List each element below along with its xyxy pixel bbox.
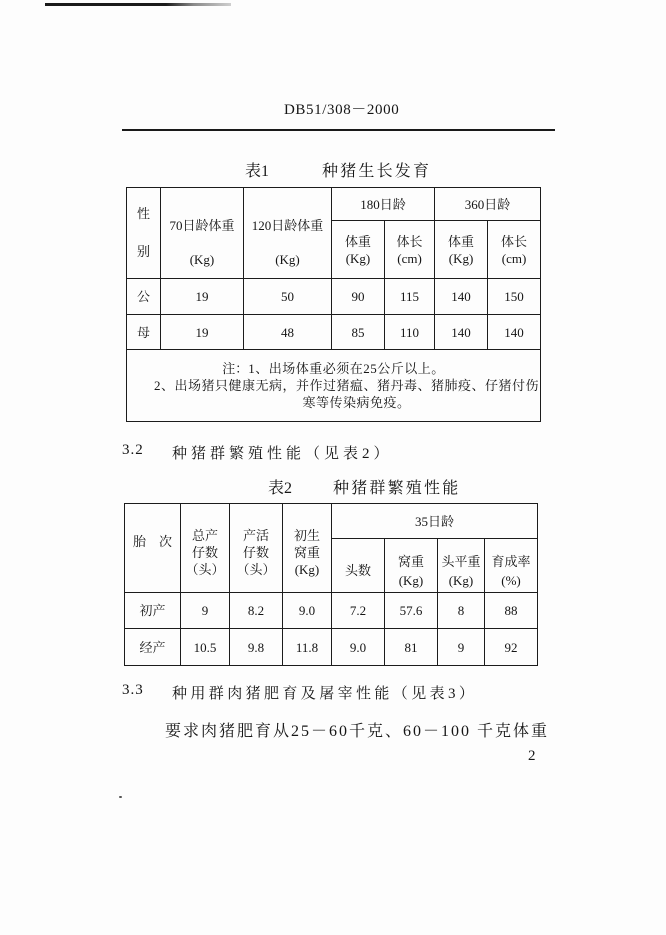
row-label: 经产 — [125, 629, 181, 666]
subheader-unit: (%) — [501, 572, 521, 588]
table-cell: 19 — [161, 315, 244, 350]
table-row — [127, 315, 541, 350]
header-group-360d: 360日龄 — [435, 188, 541, 221]
table-cell: 9.0 — [332, 629, 385, 666]
header-sex — [127, 188, 161, 279]
subheader-label: 体长 — [501, 233, 528, 249]
note-line-2: 2、出场猪只健康无病，并作过猪瘟、猪丹毒、猪肺疫、仔猪付伤 — [154, 378, 540, 393]
table-row — [127, 279, 541, 315]
subheader-cell — [435, 221, 488, 279]
table1-caption — [245, 158, 445, 178]
section-title: 种猪群繁殖性能（见表2） — [172, 446, 393, 462]
section-number: 3.3 — [122, 682, 144, 698]
table-cell: 10.5 — [181, 629, 230, 666]
header-line: (Kg) — [294, 562, 320, 577]
standard-code: DB51/308－2000 — [284, 102, 400, 118]
header-weight-70d-unit: (Kg) — [189, 252, 215, 267]
table-cell: 85 — [332, 315, 385, 350]
subheader-cell — [385, 221, 435, 279]
table1-note — [127, 350, 541, 422]
subheader-unit: (Kg) — [398, 572, 424, 588]
header-weight-70d — [161, 188, 244, 279]
section-3-3-heading — [122, 682, 502, 702]
subheader-label: 窝重 — [397, 553, 424, 569]
table2-title: 种猪群繁殖性能 — [333, 480, 461, 497]
header-line: 仔数 — [191, 545, 218, 560]
subheader-cell — [485, 539, 538, 593]
table-cell: 50 — [244, 279, 332, 315]
header-line: 产活 — [242, 528, 269, 543]
header-born-alive — [230, 504, 283, 593]
subheader-label: 体重 — [344, 233, 371, 249]
header-rule — [122, 129, 555, 131]
section-title: 种用群肉猪肥育及屠宰性能（见表3） — [172, 686, 478, 702]
table-cell: 9 — [438, 629, 485, 666]
subheader-label: 体重 — [448, 233, 475, 249]
page-number: 2 — [528, 748, 536, 764]
header-group-180d: 180日龄 — [332, 188, 435, 221]
note-line-3: 寒等传染病免疫。 — [302, 395, 411, 410]
subheader-label: 育成率 — [491, 553, 531, 569]
subheader-cell — [332, 539, 385, 593]
table-cell: 110 — [385, 315, 435, 350]
subheader-label: 头平重 — [441, 553, 481, 569]
subheader-cell — [332, 221, 385, 279]
table-cell: 88 — [485, 593, 538, 629]
body-paragraph: 要求肉猪肥育从25－60千克、60－100 千克体重 — [165, 723, 550, 740]
section-number: 3.2 — [122, 442, 144, 458]
table-cell: 48 — [244, 315, 332, 350]
table2-breeding-herd-reproduction — [124, 503, 538, 666]
subheader-unit: (Kg) — [448, 250, 474, 266]
subheader-cell — [385, 539, 438, 593]
subheader-unit: (Kg) — [345, 250, 371, 266]
note-line-1: 1、出场体重必须在25公斤以上。 — [248, 361, 445, 376]
table-cell: 115 — [385, 279, 435, 315]
header-total-born — [181, 504, 230, 593]
header-weight-120d — [244, 188, 332, 279]
section-3-2-heading — [122, 442, 422, 462]
row-label: 母 — [127, 315, 161, 350]
subheader-label: 头数 — [344, 563, 371, 578]
scan-edge-line — [45, 3, 231, 6]
table-cell: 7.2 — [332, 593, 385, 629]
header-parity: 胎 次 — [125, 504, 181, 593]
table1-number: 表1 — [245, 163, 270, 180]
table-cell: 92 — [485, 629, 538, 666]
table1-title: 种猪生长发育 — [322, 163, 432, 180]
subheader-label: 体长 — [396, 233, 423, 249]
table-cell: 57.6 — [385, 593, 438, 629]
table-cell: 140 — [435, 315, 488, 350]
header-weight-70d-label: 70日龄体重 — [169, 218, 235, 233]
table-cell: 90 — [332, 279, 385, 315]
table-cell: 8 — [438, 593, 485, 629]
table-cell: 11.8 — [283, 629, 332, 666]
header-sex-line2: 别 — [136, 244, 150, 259]
table-row — [125, 593, 538, 629]
row-label: 公 — [127, 279, 161, 315]
header-line: 初生 — [293, 528, 320, 543]
table-cell: 140 — [435, 279, 488, 315]
table2-number: 表2 — [268, 480, 293, 497]
scan-speck — [119, 796, 122, 798]
header-weight-120d-label: 120日龄体重 — [251, 218, 324, 233]
table-cell: 81 — [385, 629, 438, 666]
header-group-35d: 35日龄 — [332, 504, 538, 539]
header-birth-litter-weight — [283, 504, 332, 593]
header-line: 窝重 — [293, 545, 320, 560]
table2-caption — [268, 475, 468, 495]
note-prefix: 注： — [222, 361, 249, 376]
header-line: 总产 — [191, 528, 218, 543]
row-label: 初产 — [125, 593, 181, 629]
table-cell: 9.0 — [283, 593, 332, 629]
table-cell: 19 — [161, 279, 244, 315]
table1-breeding-pig-growth — [126, 187, 541, 422]
table-row — [125, 629, 538, 666]
subheader-unit: (Kg) — [448, 572, 474, 588]
header-line: （头） — [185, 562, 225, 577]
header-weight-120d-unit: (Kg) — [275, 252, 300, 267]
table-cell: 9.8 — [230, 629, 283, 666]
table-cell: 8.2 — [230, 593, 283, 629]
table-cell: 9 — [181, 593, 230, 629]
subheader-cell — [488, 221, 541, 279]
table-cell: 150 — [488, 279, 541, 315]
header-line: （头） — [236, 562, 276, 577]
subheader-unit: (cm) — [397, 250, 422, 266]
subheader-cell — [438, 539, 485, 593]
table-cell: 140 — [488, 315, 541, 350]
header-line: 仔数 — [242, 545, 269, 560]
subheader-unit: (cm) — [501, 250, 527, 266]
header-sex-line1: 性 — [136, 206, 150, 221]
